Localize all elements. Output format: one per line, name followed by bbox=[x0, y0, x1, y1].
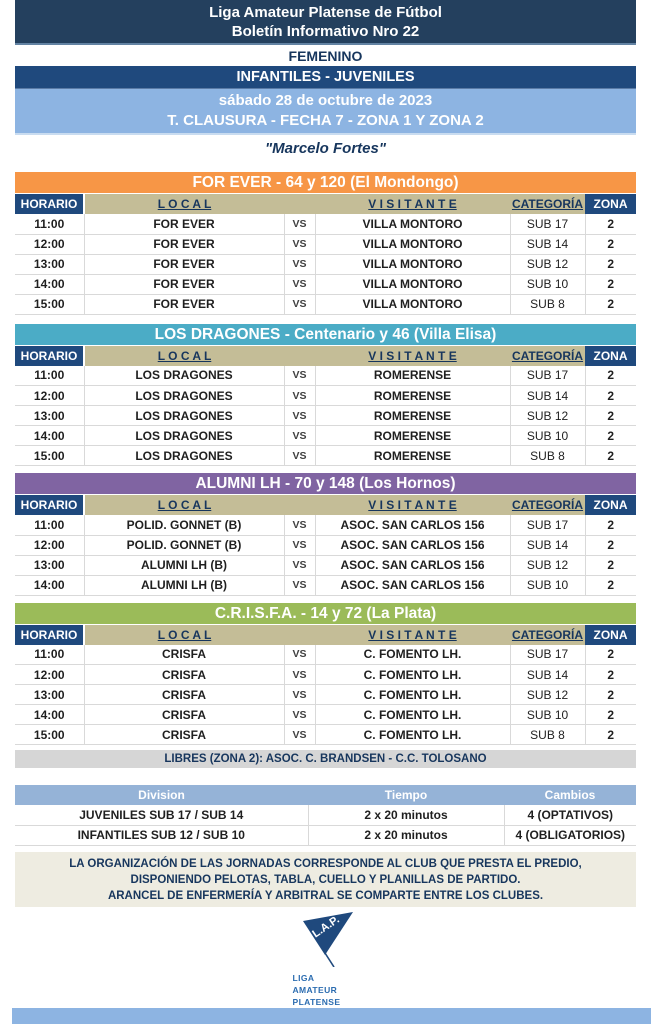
vs-label: VS bbox=[284, 214, 315, 234]
match-visitante: VILLA MONTORO bbox=[315, 294, 510, 314]
col-categoria: CATEGORÍA bbox=[510, 194, 585, 214]
venue-section-los-dragones bbox=[15, 324, 636, 467]
match-categoria: SUB 17 bbox=[510, 214, 585, 234]
col-visitante: V I S I T A N T E bbox=[315, 194, 510, 214]
match-visitante: VILLA MONTORO bbox=[315, 274, 510, 294]
rules-row bbox=[15, 825, 636, 845]
table-header-row bbox=[15, 625, 636, 645]
match-time: 14:00 bbox=[15, 705, 84, 725]
match-zona: 2 bbox=[585, 426, 636, 446]
match-time: 15:00 bbox=[15, 446, 84, 466]
venue-title: LOS DRAGONES - Centenario y 46 (Villa Elisa) bbox=[15, 324, 636, 346]
match-time: 14:00 bbox=[15, 426, 84, 446]
match-row bbox=[15, 515, 636, 535]
match-local: LOS DRAGONES bbox=[84, 386, 284, 406]
matches-table bbox=[15, 346, 636, 467]
match-categoria: SUB 12 bbox=[510, 685, 585, 705]
match-zona: 2 bbox=[585, 446, 636, 466]
match-time: 14:00 bbox=[15, 575, 84, 595]
match-categoria: SUB 14 bbox=[510, 665, 585, 685]
match-zona: 2 bbox=[585, 665, 636, 685]
vs-label: VS bbox=[284, 426, 315, 446]
match-local: CRISFA bbox=[84, 645, 284, 665]
col-visitante: V I S I T A N T E bbox=[315, 625, 510, 645]
col-vs bbox=[284, 194, 315, 214]
pennant-label: L.A.P. bbox=[309, 913, 342, 940]
match-local: CRISFA bbox=[84, 705, 284, 725]
vs-label: VS bbox=[284, 446, 315, 466]
match-row bbox=[15, 214, 636, 234]
match-categoria: SUB 8 bbox=[510, 294, 585, 314]
match-visitante: ASOC. SAN CARLOS 156 bbox=[315, 515, 510, 535]
match-visitante: C. FOMENTO LH. bbox=[315, 645, 510, 665]
rules-col-tiempo: Tiempo bbox=[308, 785, 504, 805]
match-row bbox=[15, 535, 636, 555]
match-time: 11:00 bbox=[15, 366, 84, 386]
col-zona: ZONA bbox=[585, 194, 636, 214]
rules-division: JUVENILES SUB 17 / SUB 14 bbox=[15, 805, 308, 825]
col-horario: HORARIO bbox=[15, 625, 84, 645]
match-time: 13:00 bbox=[15, 685, 84, 705]
vs-label: VS bbox=[284, 535, 315, 555]
match-time: 12:00 bbox=[15, 665, 84, 685]
category-label: FEMENINO bbox=[288, 48, 363, 64]
col-local: L O C A L bbox=[84, 625, 284, 645]
match-time: 12:00 bbox=[15, 535, 84, 555]
match-categoria: SUB 8 bbox=[510, 725, 585, 745]
match-row bbox=[15, 446, 636, 466]
pennant-icon bbox=[287, 909, 365, 967]
match-visitante: C. FOMENTO LH. bbox=[315, 665, 510, 685]
title-banner bbox=[15, 0, 636, 45]
match-time: 11:00 bbox=[15, 645, 84, 665]
col-local: L O C A L bbox=[84, 495, 284, 515]
rules-col-cambios: Cambios bbox=[504, 785, 636, 805]
rules-table bbox=[15, 785, 636, 846]
col-zona: ZONA bbox=[585, 625, 636, 645]
match-categoria: SUB 10 bbox=[510, 705, 585, 725]
match-date: sábado 28 de octubre de 2023 bbox=[218, 92, 433, 109]
venue-section-alumni-lh bbox=[15, 473, 636, 596]
match-visitante: ASOC. SAN CARLOS 156 bbox=[315, 535, 510, 555]
match-categoria: SUB 12 bbox=[510, 406, 585, 426]
match-categoria: SUB 12 bbox=[510, 555, 585, 575]
match-zona: 2 bbox=[585, 254, 636, 274]
match-visitante: C. FOMENTO LH. bbox=[315, 725, 510, 745]
match-visitante: ASOC. SAN CARLOS 156 bbox=[315, 555, 510, 575]
match-local: FOR EVER bbox=[84, 234, 284, 254]
vs-label: VS bbox=[284, 515, 315, 535]
league-title: Liga Amateur Platense de Fútbol bbox=[209, 4, 442, 21]
match-local: LOS DRAGONES bbox=[84, 426, 284, 446]
match-categoria: SUB 17 bbox=[510, 366, 585, 386]
vs-label: VS bbox=[284, 555, 315, 575]
col-zona: ZONA bbox=[585, 495, 636, 515]
vs-label: VS bbox=[284, 386, 315, 406]
match-local: POLID. GONNET (B) bbox=[84, 515, 284, 535]
match-time: 15:00 bbox=[15, 725, 84, 745]
col-local: L O C A L bbox=[84, 346, 284, 366]
col-categoria: CATEGORÍA bbox=[510, 495, 585, 515]
match-categoria: SUB 17 bbox=[510, 515, 585, 535]
col-local: L O C A L bbox=[84, 194, 284, 214]
col-horario: HORARIO bbox=[15, 194, 84, 214]
logo-caption-line: LIGA bbox=[292, 972, 315, 983]
match-local: FOR EVER bbox=[84, 254, 284, 274]
match-row bbox=[15, 366, 636, 386]
match-visitante: ROMERENSE bbox=[315, 386, 510, 406]
match-categoria: SUB 10 bbox=[510, 575, 585, 595]
organization-note bbox=[15, 852, 636, 907]
match-local: CRISFA bbox=[84, 685, 284, 705]
rules-cambios: 4 (OPTATIVOS) bbox=[504, 805, 636, 825]
match-local: FOR EVER bbox=[84, 214, 284, 234]
match-time: 12:00 bbox=[15, 234, 84, 254]
match-time: 12:00 bbox=[15, 386, 84, 406]
match-zona: 2 bbox=[585, 555, 636, 575]
venue-section-crisfa bbox=[15, 603, 636, 746]
match-row bbox=[15, 254, 636, 274]
match-row bbox=[15, 234, 636, 254]
match-visitante: VILLA MONTORO bbox=[315, 234, 510, 254]
match-visitante: ROMERENSE bbox=[315, 406, 510, 426]
match-categoria: SUB 10 bbox=[510, 426, 585, 446]
match-visitante: VILLA MONTORO bbox=[315, 254, 510, 274]
match-categoria: SUB 8 bbox=[510, 446, 585, 466]
col-vs bbox=[284, 346, 315, 366]
vs-label: VS bbox=[284, 575, 315, 595]
match-row bbox=[15, 426, 636, 446]
match-zona: 2 bbox=[585, 234, 636, 254]
vs-label: VS bbox=[284, 406, 315, 426]
table-header-row bbox=[15, 194, 636, 214]
col-horario: HORARIO bbox=[15, 495, 84, 515]
rules-division: INFANTILES SUB 12 / SUB 10 bbox=[15, 825, 308, 845]
match-visitante: ASOC. SAN CARLOS 156 bbox=[315, 575, 510, 595]
match-categoria: SUB 12 bbox=[510, 254, 585, 274]
vs-label: VS bbox=[284, 294, 315, 314]
vs-label: VS bbox=[284, 254, 315, 274]
libres-banner: LIBRES (ZONA 2): ASOC. C. BRANDSEN - C.C. TOLOSANO bbox=[15, 750, 636, 768]
match-visitante: VILLA MONTORO bbox=[315, 214, 510, 234]
match-time: 14:00 bbox=[15, 274, 84, 294]
match-zona: 2 bbox=[585, 705, 636, 725]
matches-table bbox=[15, 625, 636, 746]
note-line: LA ORGANIZACIÓN DE LAS JORNADAS CORRESPONDE AL CLUB QUE PRESTA EL PREDIO, bbox=[69, 857, 582, 870]
match-local: CRISFA bbox=[84, 725, 284, 745]
match-visitante: C. FOMENTO LH. bbox=[315, 705, 510, 725]
vs-label: VS bbox=[284, 234, 315, 254]
match-local: LOS DRAGONES bbox=[84, 366, 284, 386]
date-banner bbox=[15, 89, 636, 135]
match-time: 15:00 bbox=[15, 294, 84, 314]
table-header-row bbox=[15, 495, 636, 515]
match-local: LOS DRAGONES bbox=[84, 446, 284, 466]
match-zona: 2 bbox=[585, 274, 636, 294]
col-visitante: V I S I T A N T E bbox=[315, 495, 510, 515]
match-row bbox=[15, 274, 636, 294]
matches-table bbox=[15, 194, 636, 315]
match-row bbox=[15, 685, 636, 705]
match-local: ALUMNI LH (B) bbox=[84, 555, 284, 575]
match-row bbox=[15, 645, 636, 665]
venue-title: FOR EVER - 64 y 120 (El Mondongo) bbox=[15, 172, 636, 194]
col-horario: HORARIO bbox=[15, 346, 84, 366]
match-categoria: SUB 14 bbox=[510, 234, 585, 254]
col-vs bbox=[284, 495, 315, 515]
vs-label: VS bbox=[284, 366, 315, 386]
match-visitante: ROMERENSE bbox=[315, 366, 510, 386]
rules-col-division: Division bbox=[15, 785, 308, 805]
division-banner: INFANTILES - JUVENILES bbox=[15, 66, 636, 89]
match-row bbox=[15, 575, 636, 595]
match-local: FOR EVER bbox=[84, 294, 284, 314]
col-vs bbox=[284, 625, 315, 645]
match-categoria: SUB 14 bbox=[510, 535, 585, 555]
bulletin-number: Boletín Informativo Nro 22 bbox=[231, 23, 420, 40]
match-visitante: C. FOMENTO LH. bbox=[315, 685, 510, 705]
note-line: DISPONIENDO PELOTAS, TABLA, CUELLO Y PLANILLAS DE PARTIDO. bbox=[130, 873, 521, 886]
match-local: FOR EVER bbox=[84, 274, 284, 294]
match-zona: 2 bbox=[585, 366, 636, 386]
rules-tiempo: 2 x 20 minutos bbox=[308, 805, 504, 825]
match-zona: 2 bbox=[585, 645, 636, 665]
match-zona: 2 bbox=[585, 725, 636, 745]
table-header-row bbox=[15, 346, 636, 366]
match-zona: 2 bbox=[585, 386, 636, 406]
match-categoria: SUB 10 bbox=[510, 274, 585, 294]
col-visitante: V I S I T A N T E bbox=[315, 346, 510, 366]
vs-label: VS bbox=[284, 725, 315, 745]
venue-title: C.R.I.S.F.A. - 14 y 72 (La Plata) bbox=[15, 603, 636, 625]
match-local: POLID. GONNET (B) bbox=[84, 535, 284, 555]
rules-tiempo: 2 x 20 minutos bbox=[308, 825, 504, 845]
vs-label: VS bbox=[284, 645, 315, 665]
vs-label: VS bbox=[284, 685, 315, 705]
match-time: 11:00 bbox=[15, 515, 84, 535]
bottom-bar bbox=[12, 1008, 651, 1024]
matches-table bbox=[15, 495, 636, 596]
logo-caption-line: AMATEUR bbox=[292, 984, 338, 995]
match-visitante: ROMERENSE bbox=[315, 446, 510, 466]
venue-section-for-ever bbox=[15, 172, 636, 315]
match-time: 13:00 bbox=[15, 254, 84, 274]
match-local: CRISFA bbox=[84, 665, 284, 685]
match-zona: 2 bbox=[585, 214, 636, 234]
col-categoria: CATEGORÍA bbox=[510, 625, 585, 645]
match-time: 13:00 bbox=[15, 406, 84, 426]
tournament-round: T. CLAUSURA - FECHA 7 - ZONA 1 Y ZONA 2 bbox=[167, 111, 484, 129]
match-row bbox=[15, 386, 636, 406]
match-row bbox=[15, 665, 636, 685]
note-line: ARANCEL DE ENFERMERÍA Y ARBITRAL SE COMPARTE ENTRE LOS CLUBES. bbox=[107, 889, 544, 902]
match-zona: 2 bbox=[585, 535, 636, 555]
match-row bbox=[15, 406, 636, 426]
logo-caption-line: PLATENSE bbox=[292, 996, 341, 1007]
match-zona: 2 bbox=[585, 515, 636, 535]
match-zona: 2 bbox=[585, 406, 636, 426]
col-zona: ZONA bbox=[585, 346, 636, 366]
match-time: 11:00 bbox=[15, 214, 84, 234]
match-categoria: SUB 14 bbox=[510, 386, 585, 406]
vs-label: VS bbox=[284, 705, 315, 725]
match-local: LOS DRAGONES bbox=[84, 406, 284, 426]
match-categoria: SUB 17 bbox=[510, 645, 585, 665]
rules-cambios: 4 (OBLIGATORIOS) bbox=[504, 825, 636, 845]
match-visitante: ROMERENSE bbox=[315, 426, 510, 446]
match-row bbox=[15, 555, 636, 575]
league-logo bbox=[15, 909, 636, 1020]
venue-title: ALUMNI LH - 70 y 148 (Los Hornos) bbox=[15, 473, 636, 495]
match-zona: 2 bbox=[585, 294, 636, 314]
rules-header-row bbox=[15, 785, 636, 805]
rules-row bbox=[15, 805, 636, 825]
referee-name: "Marcelo Fortes" bbox=[265, 140, 386, 157]
match-row bbox=[15, 294, 636, 314]
vs-label: VS bbox=[284, 274, 315, 294]
match-local: ALUMNI LH (B) bbox=[84, 575, 284, 595]
match-zona: 2 bbox=[585, 685, 636, 705]
match-row bbox=[15, 705, 636, 725]
match-zona: 2 bbox=[585, 575, 636, 595]
match-row bbox=[15, 725, 636, 745]
col-categoria: CATEGORÍA bbox=[510, 346, 585, 366]
vs-label: VS bbox=[284, 665, 315, 685]
bulletin-page bbox=[15, 0, 636, 1020]
match-time: 13:00 bbox=[15, 555, 84, 575]
